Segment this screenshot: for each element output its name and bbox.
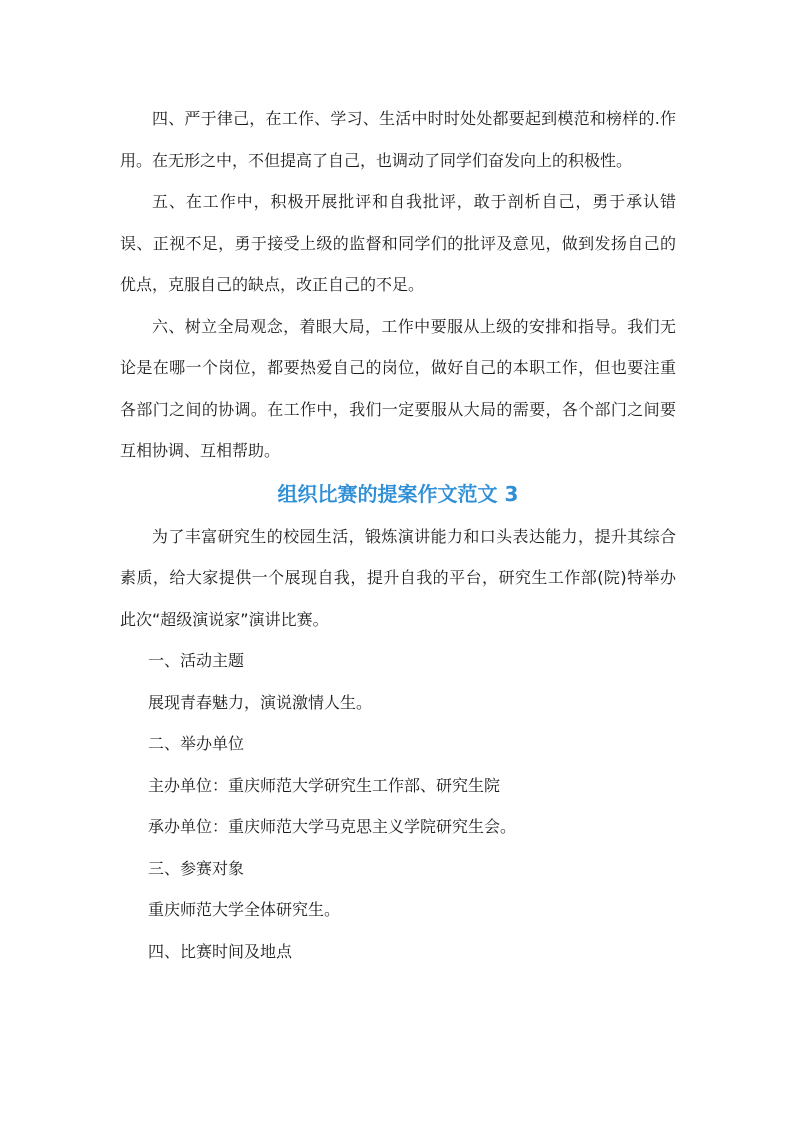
paragraph-four: 四、严于律己，在工作、学习、生活中时时处处都要起到模范和榜样的.作用。在无形之中，不但提高了自己，也调动了同学们奋发向上的积极性。 bbox=[120, 109, 676, 170]
item-time-place-heading: 四、比赛时间及地点 bbox=[148, 941, 293, 961]
paragraph-six: 六、树立全局观念，着眼大局，工作中要服从上级的安排和指导。我们无论是在哪一个岗位，都要热爱自己的岗位，做好自己的本职工作，但也要注重各部门之间的协调。在工作中，我们一定要服从大局的需要，各个部门之间要互相协调、互相帮助。 bbox=[120, 316, 676, 460]
item-activity-theme: 展现青春魅力，演说激情人生。 bbox=[148, 692, 373, 712]
item-co-host-unit: 承办单位：重庆师范大学马克思主义学院研究生会。 bbox=[148, 817, 517, 836]
item-activity-theme-heading: 一、活动主题 bbox=[148, 651, 245, 670]
paragraph-five: 五、在工作中，积极开展批评和自我批评，敢于剖析自己，勇于承认错误、正视不足，勇于接受上级的监督和同学们的批评及意见，做到发扬自己的优点，克服自己的缺点，改正自己的不足。 bbox=[120, 192, 676, 294]
item-host-unit: 主办单位：重庆师范大学研究生工作部、研究生院 bbox=[148, 775, 501, 795]
document-body bbox=[120, 98, 676, 972]
section-title: 组织比赛的提案作文范文 3 bbox=[277, 481, 519, 506]
item-participants-heading: 三、参赛对象 bbox=[148, 858, 245, 878]
item-participants: 重庆师范大学全体研究生。 bbox=[148, 900, 341, 919]
item-organizer-heading: 二、举办单位 bbox=[148, 734, 245, 753]
intro-paragraph: 为了丰富研究生的校园生活，锻炼演讲能力和口头表达能力，提升其综合素质，给大家提供一个展现自我，提升自我的平台，研究生工作部(院)特举办此次“超级演说家”演讲比赛。 bbox=[120, 526, 676, 629]
